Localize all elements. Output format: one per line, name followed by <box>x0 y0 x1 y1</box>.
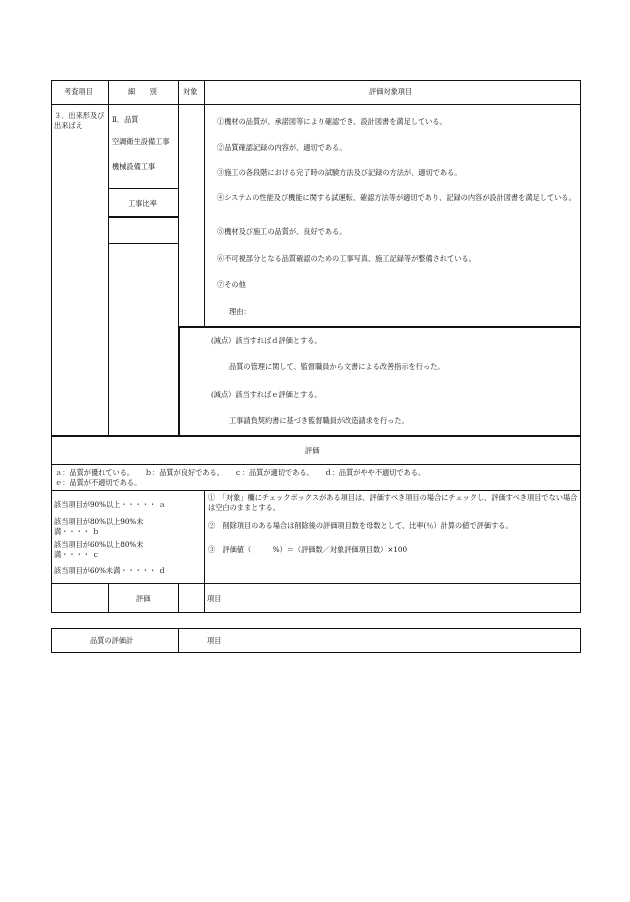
grades-line-1: ａ：品質が優れている。 ｂ：品質が良好である。 ｃ：品質が適切である。 ｄ：品質がやや不適切である。 <box>55 468 426 477</box>
result-row-top <box>51 583 581 584</box>
result-label: 評価 <box>136 594 151 603</box>
evaluation-heading: 評価 <box>305 446 320 455</box>
ratio-label: 工事比率 <box>128 199 157 208</box>
total-value: 項目 <box>207 636 222 645</box>
header-target: 対象 <box>183 87 198 96</box>
col-divider-1 <box>108 80 109 436</box>
criterion-4: ④システムの性能及び機能に関する試運転、確認方法等が適切であり、記録の内容が設計図書を満足している。 <box>217 193 576 202</box>
note-2: ② 削除項目のある場合は削除後の評価項目数を母数として、比率(％）計算の値で評価する。 <box>208 521 513 530</box>
col-divider-2-lower <box>178 326 180 436</box>
criterion-3: ③施工の各段階における完了時の試験方法及び記録の方法が、適切である。 <box>217 168 462 177</box>
result-col-1 <box>108 583 109 613</box>
criterion-1: ①機材の品質が、承諾図等により確認でき、設計図書を満足している。 <box>217 117 447 126</box>
note-1: ① 「対象」欄にチェックボックスがある項目は、評価すべき項目の場合にチェックし、評価すべき項目でない場合は空白のままとする。 <box>208 493 578 512</box>
scale-90: 該当項目が90%以上・・・・・ ａ <box>54 500 166 509</box>
scale-below-60: 該当項目が60%未満・・・・・ ｄ <box>54 566 166 575</box>
header-detail: 細 別 <box>128 87 157 96</box>
deduction-e-label: (減点）該当すればｅ評価とする。 <box>211 390 322 399</box>
criterion-7: ⑦その他 <box>217 280 246 289</box>
detail-hvac: 空調衛生設備工事 <box>112 137 170 146</box>
ratio-value-cell[interactable] <box>110 218 177 243</box>
total-divider <box>178 628 179 653</box>
target-checkbox-cell[interactable] <box>180 106 203 324</box>
category-label: ３．出来形及び出来ばえ <box>54 111 105 130</box>
deduction-d-label: (減点）該当すればｄ評価とする。 <box>211 336 322 345</box>
deduction-d-detail: 品質の管理に関して、監督職員から文書による改善指示を行った。 <box>229 362 445 371</box>
criterion-2: ②品質確認記録の内容が、適切である。 <box>217 143 347 152</box>
header-divider <box>51 104 581 105</box>
scale-notes-divider <box>204 490 205 613</box>
criterion-5: ⑤機材及び施工の品質が、良好である。 <box>217 227 347 236</box>
detail-mechanical: 機械設備工事 <box>112 162 156 171</box>
total-label: 品質の評価計 <box>90 636 134 645</box>
header-eval: 評価対象項目 <box>369 87 413 96</box>
scale-80: 該当項目が80%以上90%未満・・・・ ｂ <box>54 517 144 536</box>
result-col-2 <box>178 583 179 613</box>
deduction-box-top <box>178 326 581 328</box>
eval-section-top <box>51 435 581 437</box>
header-item: 考査項目 <box>64 87 93 96</box>
eval-heading-divider <box>51 464 581 465</box>
note-3: ③ 評価値（ %）＝（評価数／対象評価項目数）×100 <box>208 545 408 554</box>
criterion-6: ⑥不可視部分となる品質確認のための工事写真、施工記録等が整備されている。 <box>217 254 476 263</box>
scale-60: 該当項目が60%以上80%未満・・・・ ｃ <box>54 540 144 559</box>
detail-quality: Ⅱ．品質 <box>112 115 139 124</box>
deduction-e-detail: 工事請負契約書に基づき監督職員が改造請求を行った。 <box>229 416 409 425</box>
grades-line-2: ｅ：品質が不適切である。 <box>55 478 142 487</box>
grades-divider <box>51 490 581 491</box>
col-divider-3 <box>204 80 205 328</box>
reason-label: 理由： <box>229 307 251 316</box>
result-value: 項目 <box>207 594 222 603</box>
